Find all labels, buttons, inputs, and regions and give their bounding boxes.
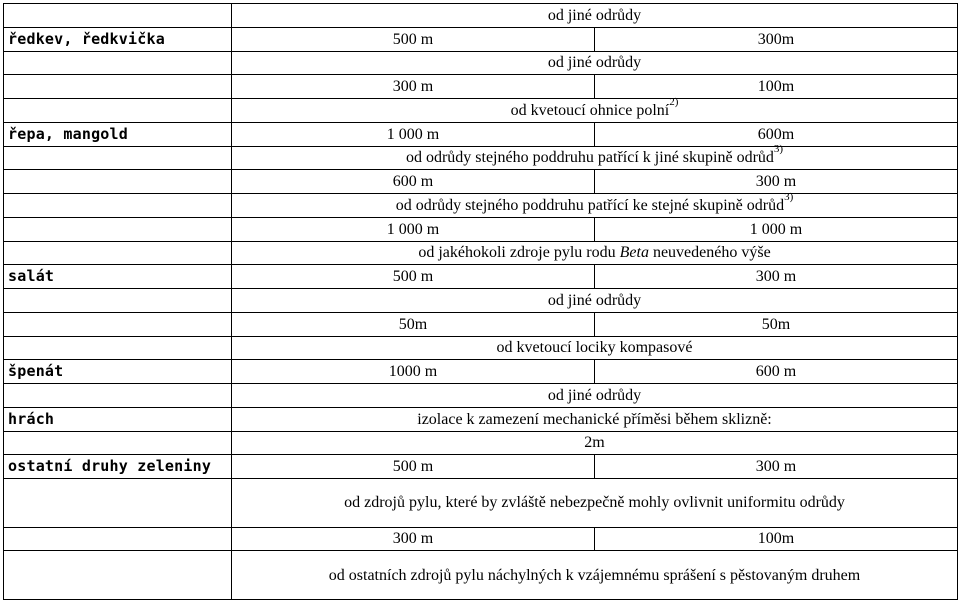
distance-certified-cell: 50m	[595, 312, 958, 336]
isolation-source-cell	[232, 479, 958, 528]
isolation-source-cell	[232, 431, 958, 455]
isolation-source-cell	[232, 143, 958, 170]
table-row	[4, 431, 958, 455]
distance-basic-cell: 500 m	[232, 27, 595, 51]
source-text: od kvetoucí lociky kompasové	[496, 339, 693, 357]
table-row	[4, 407, 958, 431]
table-row	[4, 99, 958, 123]
source-text-start: od jakéhokoli zdroje pylu rodu	[418, 244, 620, 262]
table-body	[4, 4, 958, 600]
crop-name-cell	[4, 431, 232, 455]
crop-name-cell	[4, 170, 232, 194]
table-row	[4, 551, 958, 600]
crop-name-cell	[4, 336, 232, 360]
distance-certified-cell: 1 000 m	[595, 217, 958, 241]
crop-name-cell	[4, 312, 232, 336]
crop-name-cell	[4, 479, 232, 528]
table-row	[4, 455, 958, 479]
genus-name: Beta	[619, 244, 649, 262]
crop-name-cell	[4, 4, 232, 28]
table-row	[4, 217, 958, 241]
distance-certified-cell: 300m	[595, 27, 958, 51]
isolation-source-cell	[232, 407, 958, 431]
table-row	[4, 27, 958, 51]
distance-certified-cell: 300 m	[595, 265, 958, 289]
source-text: od zdrojů pylu, které by zvláště nebezpečně mohly ovlivnit uniformitu odrůdy	[344, 494, 845, 512]
distance-basic-cell: 1 000 m	[232, 217, 595, 241]
source-text: od kvetoucí ohnice polní	[510, 101, 670, 119]
crop-name-cell	[4, 241, 232, 265]
table-row	[4, 75, 958, 99]
isolation-source-cell	[232, 190, 958, 218]
crop-name-cell: řepa, mangold	[4, 122, 232, 146]
table-row	[4, 289, 958, 313]
crop-name-cell	[4, 146, 232, 170]
footnote-mark: 2)	[669, 95, 679, 108]
distance-certified-cell: 600m	[595, 122, 958, 146]
distance-basic-cell: 50m	[232, 312, 595, 336]
table-row	[4, 170, 958, 194]
crop-name-cell	[4, 51, 232, 75]
table-row	[4, 241, 958, 265]
isolation-distance-table	[3, 3, 958, 600]
distance-basic-cell: 300 m	[232, 527, 595, 551]
distance-certified-cell: 100m	[595, 527, 958, 551]
crop-name-cell: ostatní druhy zeleniny	[4, 455, 232, 479]
table-row	[4, 122, 958, 146]
crop-name-cell: špenát	[4, 360, 232, 384]
table-row	[4, 360, 958, 384]
table-row	[4, 146, 958, 170]
isolation-source-cell	[232, 241, 958, 265]
distance-certified-cell: 300 m	[595, 170, 958, 194]
source-text: izolace k zamezení mechanické příměsi během sklizně:	[417, 410, 772, 428]
table-row	[4, 312, 958, 336]
crop-name-cell	[4, 527, 232, 551]
table-row	[4, 4, 958, 28]
isolation-source-cell	[232, 336, 958, 360]
isolation-source-cell	[232, 289, 958, 313]
crop-name-cell	[4, 289, 232, 313]
footnote-mark: 3)	[784, 190, 794, 203]
source-text: od jiné odrůdy	[547, 386, 642, 404]
isolation-source-cell	[232, 51, 958, 75]
table-row	[4, 527, 958, 551]
source-text-end: neuvedeného výše	[648, 244, 771, 262]
source-text: od jiné odrůdy	[547, 291, 642, 309]
table-row	[4, 194, 958, 218]
source-text: od odrůdy stejného poddruhu patřící k jiné skupině odrůd	[405, 149, 774, 167]
crop-name-cell	[4, 551, 232, 600]
crop-name-cell	[4, 75, 232, 99]
isolation-source-cell	[232, 95, 958, 123]
distance-basic-cell: 1000 m	[232, 360, 595, 384]
distance-basic-cell: 500 m	[232, 265, 595, 289]
isolation-source-cell	[232, 384, 958, 408]
isolation-source-cell	[232, 551, 958, 600]
table-row	[4, 51, 958, 75]
isolation-source-cell	[232, 4, 958, 28]
crop-name-cell: hrách	[4, 407, 232, 431]
distance-basic-cell: 300 m	[232, 75, 595, 99]
crop-name-cell	[4, 217, 232, 241]
source-text: od jiné odrůdy	[547, 6, 642, 24]
table-row	[4, 479, 958, 528]
distance-certified-cell: 600 m	[595, 360, 958, 384]
table-row	[4, 384, 958, 408]
table-row	[4, 265, 958, 289]
crop-name-cell: salát	[4, 265, 232, 289]
footnote-mark: 3)	[773, 143, 784, 156]
distance-basic-cell: 1 000 m	[232, 122, 595, 146]
distance-basic-cell: 600 m	[232, 170, 595, 194]
distance-certified-cell: 100m	[595, 75, 958, 99]
crop-name-cell	[4, 384, 232, 408]
source-text: od odrůdy stejného poddruhu patřící ke stejné skupině odrůd	[395, 196, 785, 214]
source-text: od ostatních zdrojů pylu náchylných k vzájemnému sprášení s pěstovaným druhem	[328, 566, 861, 584]
crop-name-cell: ředkev, ředkvička	[4, 27, 232, 51]
table-row	[4, 336, 958, 360]
source-text: 2m	[584, 434, 605, 452]
distance-basic-cell: 500 m	[232, 455, 595, 479]
crop-name-cell	[4, 99, 232, 123]
source-text: od jiné odrůdy	[547, 54, 642, 72]
distance-certified-cell: 300 m	[595, 455, 958, 479]
crop-name-cell	[4, 194, 232, 218]
